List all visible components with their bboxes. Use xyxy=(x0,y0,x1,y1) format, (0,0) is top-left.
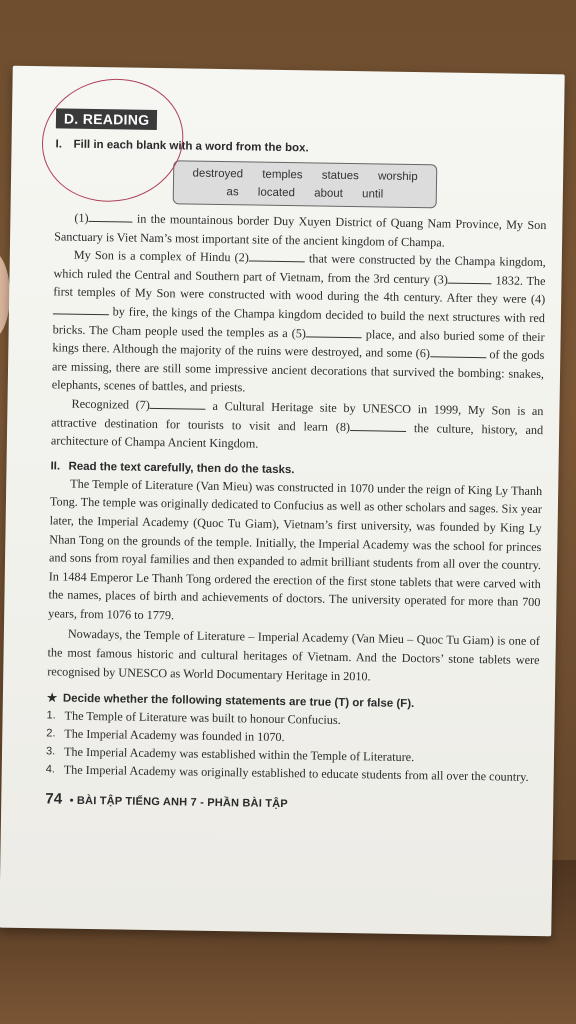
word: as xyxy=(226,186,239,199)
passage1-paragraph2: My Son is a complex of Hindu (2) that were constructed by the Champa kingdom, which ruled the Central and Southern part of Vietnam, from the 3rd century (3) 1832. The first temples of My Son were constructed with wood during the 4th century. After they were (4) by fire, the kings of the Champa kingdom decided to build the next structures with red bricks. The Cham people used the temples as a (5) place, and also buried some of their kings there. Although the majority of the ruins were destroyed, and some (6) of the gods are missing, there are still some impressive ancient decorations that survived the bombing: snakes, elephants, scenes of battles, and priests. xyxy=(51,247,546,395)
blank-6[interactable] xyxy=(430,346,486,358)
word: about xyxy=(314,187,343,200)
word: destroyed xyxy=(192,167,244,181)
section-header xyxy=(56,108,548,136)
blank-5[interactable] xyxy=(306,326,362,338)
list-item: 1. The Temple of Literature was built to honour Confucius. xyxy=(46,708,341,728)
passage2-paragraph2: Nowadays, the Temple of Literature – Imperial Academy (Van Mieu – Quoc Tu Giam) is one of the most famous historic and cultural heritages of Vietnam. And the Doctors’ stone tablets were recognised by UNESCO as World Documentary Heritage in 2010. xyxy=(47,627,540,684)
star-icon: ★ xyxy=(46,692,58,705)
passage1-paragraph3: Recognized (7) a Cultural Heritage site by UNESCO in 1999, My Son is an attractive destination for tourists to visit and learn (8) the culture, history, and architecture of Champa Ancient Kingdom. xyxy=(50,396,544,451)
word-box xyxy=(173,160,438,208)
page-number: 74 xyxy=(45,790,63,808)
blank-2[interactable] xyxy=(249,251,305,263)
book-page xyxy=(0,66,565,937)
word: located xyxy=(257,186,296,200)
blank-4[interactable] xyxy=(53,303,109,315)
blank-3[interactable] xyxy=(448,272,492,284)
hand-drawn-circle xyxy=(31,67,194,214)
word: temples xyxy=(262,168,303,182)
blank-8[interactable] xyxy=(350,420,406,432)
task1-instruction: I. Fill in each blank with a word from the box. xyxy=(55,138,309,155)
word: worship xyxy=(377,170,418,184)
passage2-paragraph1: The Temple of Literature (Van Mieu) was constructed in 1070 under the reign of King Ly Thanh Tong. The temple was originally dedicated to Confucius as well as other scholars and sages. Six year later, the Imperial Academy (Quoc Tu Giam), Vietnam’s first university, was founded by King Ly Nhan Tong on the grounds of the temple. Initially, the Imperial Academy was the school for princes and sons from royal families and then expanded to admit brilliant students from all over the country. In 1484 Emperor Le Thanh Tong ordered the erection of the first stone tablets that were carved with the names, places of birth and achievements of doctors. The university operated for more than 700 years, from 1076 to 1779. xyxy=(48,476,543,623)
list-item: 2. The Imperial Academy was founded in 1070. xyxy=(46,726,285,745)
list-item: 4. The Imperial Academy was originally established to educate students from all over the country. xyxy=(45,762,529,785)
blank-1[interactable] xyxy=(89,211,133,223)
word: until xyxy=(361,188,384,201)
word: statues xyxy=(321,169,359,183)
blank-7[interactable] xyxy=(150,398,206,410)
section-heading: D. READING xyxy=(56,108,158,130)
list-item: 3. The Imperial Academy was established within the Temple of Literature. xyxy=(45,744,415,765)
page-content xyxy=(45,108,548,815)
book-title: BÀI TẬP TIẾNG ANH 7 - PHẦN BÀI TẬP xyxy=(76,795,288,811)
page-footer: 74 • BÀI TẬP TIẾNG ANH 7 - PHẦN BÀI TẬP xyxy=(45,790,288,811)
task2-instruction: II. Read the text carefully, then do the tasks. xyxy=(50,460,295,476)
statements-instruction: ★ Decide whether the following statements are true (T) or false (F). xyxy=(46,692,415,711)
passage1-paragraph1: (1) in the mountainous border Duy Xuyen District of Quang Nam Province, My Son Sanctuary is Viet Nam’s most important site of the ancient kingdom of Champa. xyxy=(54,210,547,250)
statements-list xyxy=(46,707,539,787)
